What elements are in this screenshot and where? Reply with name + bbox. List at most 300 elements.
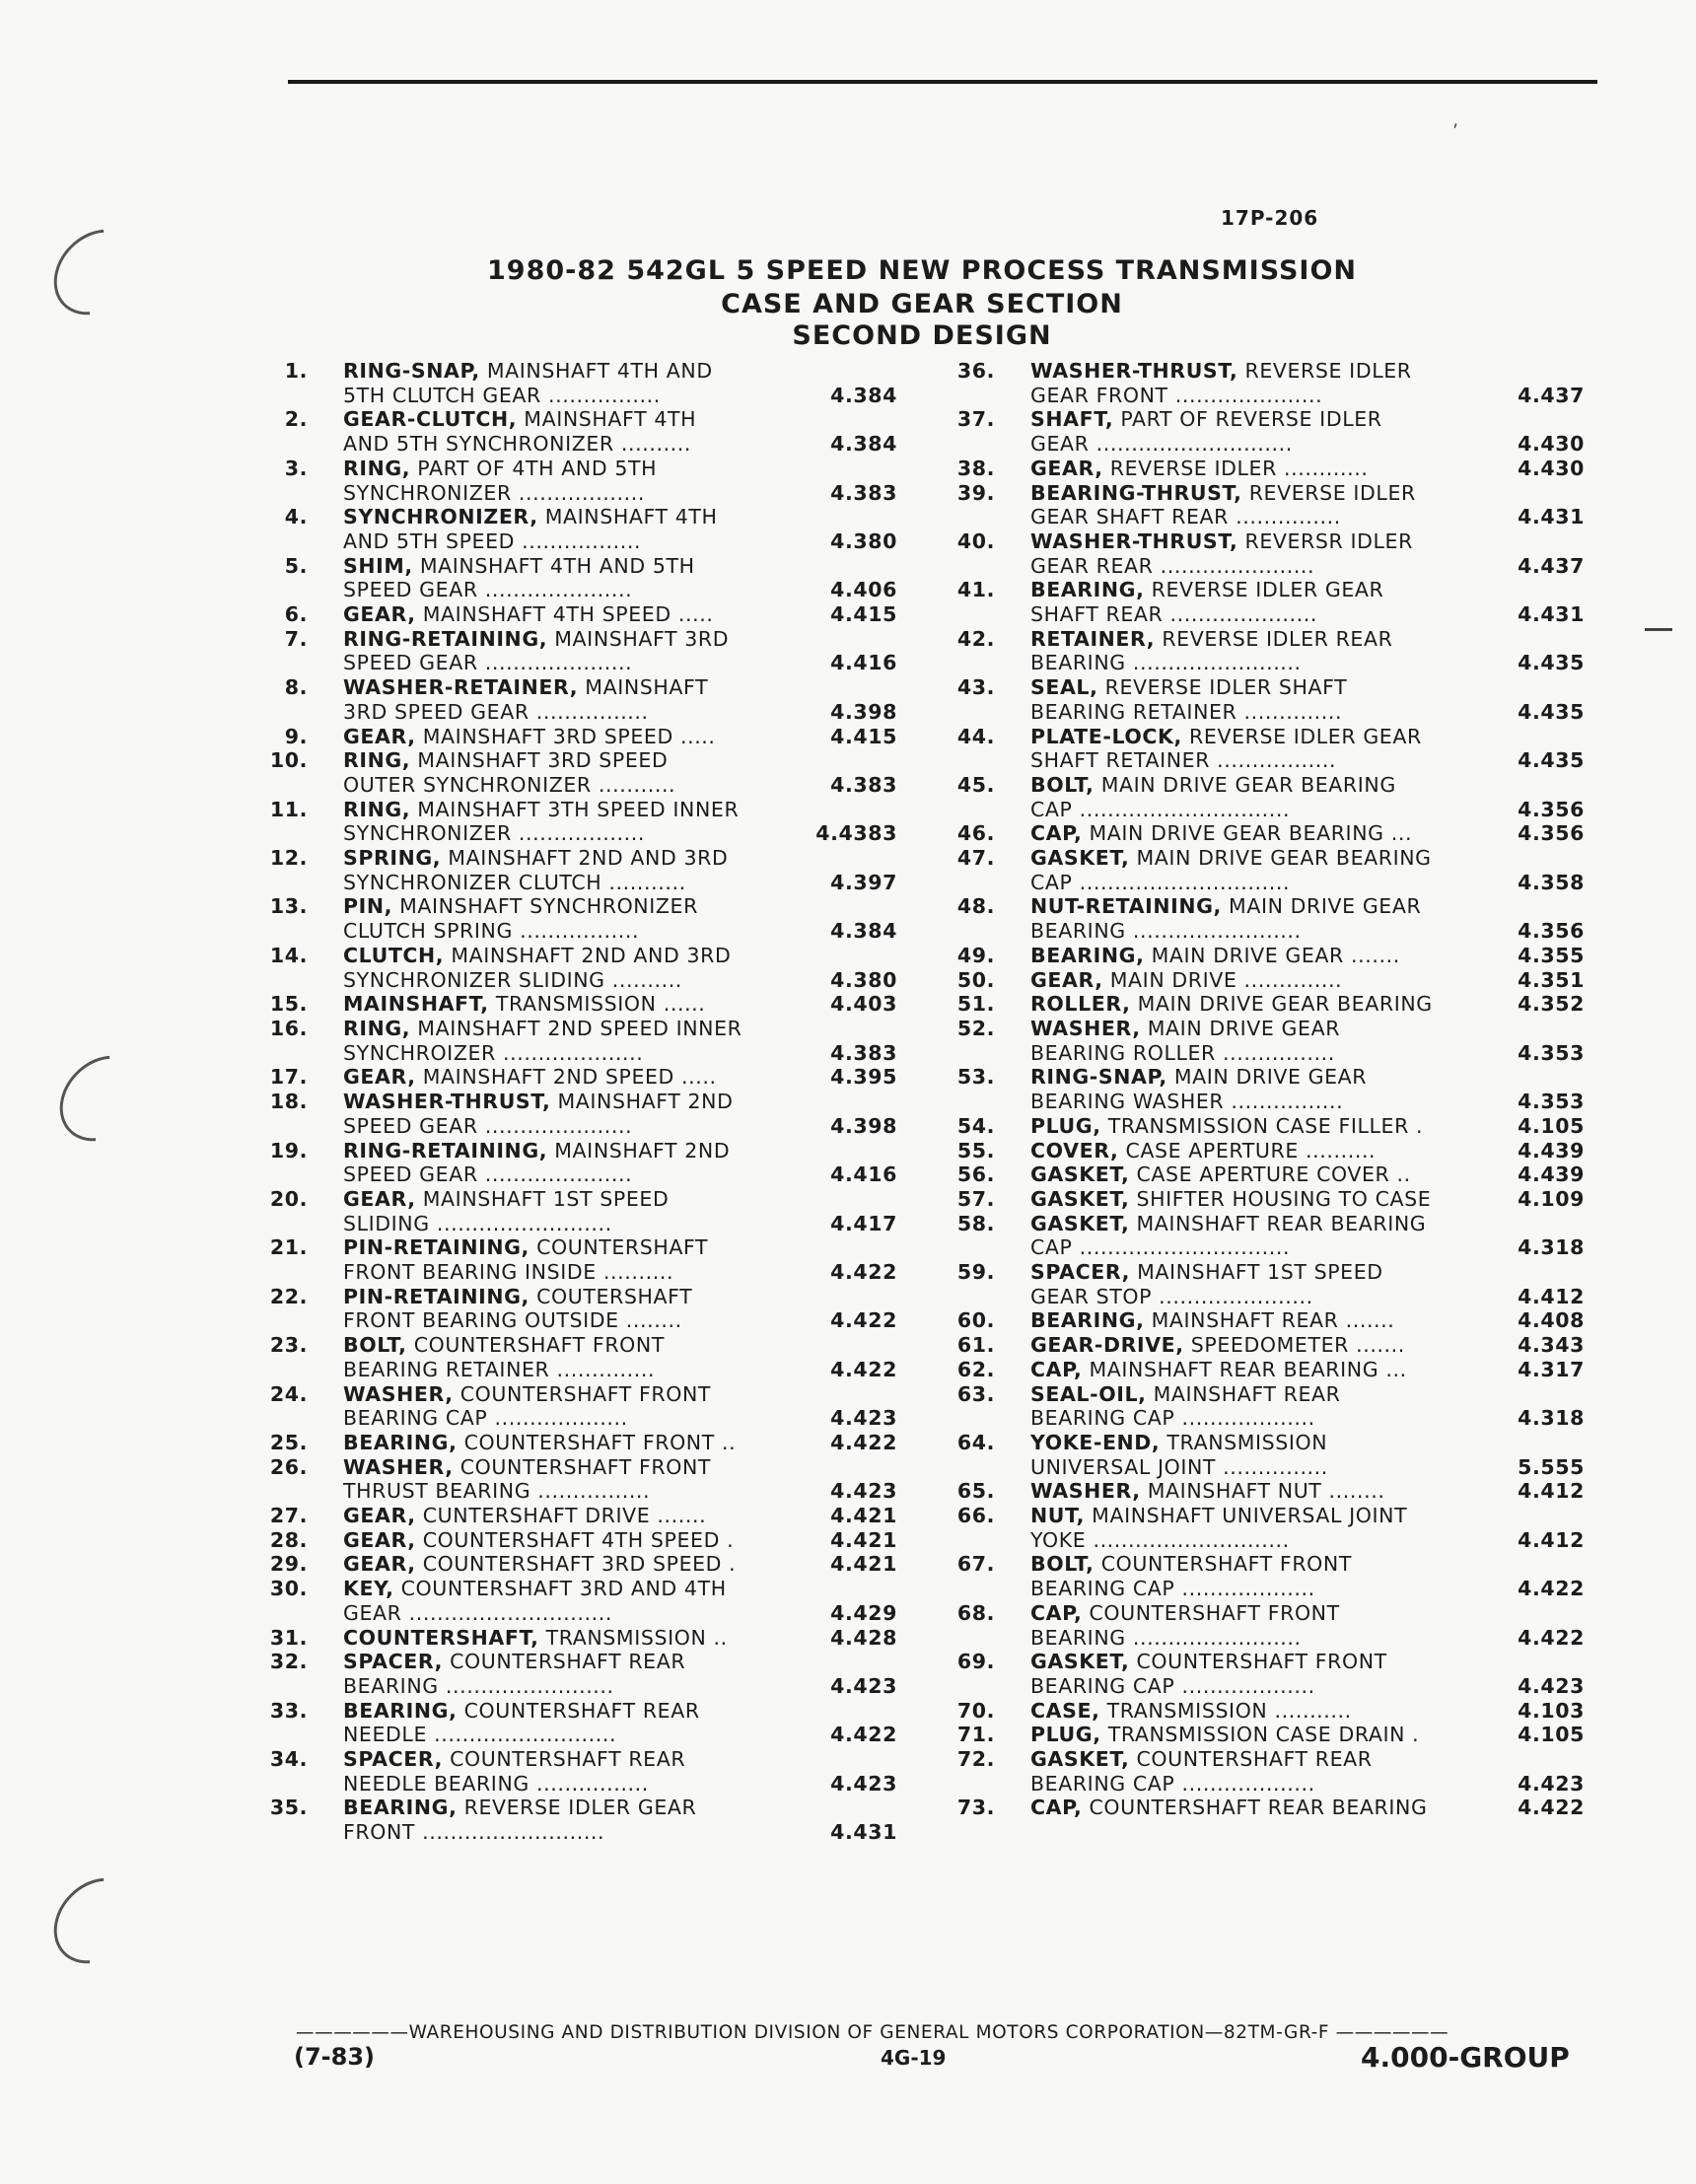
item-part-name: SHIM,: [343, 553, 413, 578]
item-part-name: GASKET,: [1030, 1650, 1130, 1674]
parts-list-item: [954, 846, 1585, 894]
item-number: 30.: [269, 1577, 308, 1601]
item-line-2: GEAR FRONT .....................: [1030, 383, 1323, 407]
item-line-2: BEARING RETAINER ..............: [1030, 699, 1343, 724]
parts-list-item: [954, 821, 1585, 846]
item-line-1: [1030, 725, 1454, 749]
item-description: [343, 1528, 767, 1553]
item-part-name: WASHER,: [343, 1381, 454, 1406]
item-line-1: [343, 1090, 767, 1114]
item-number: 37.: [956, 407, 995, 432]
item-line-1: [1030, 1479, 1454, 1504]
parts-list-item: [954, 725, 1585, 773]
item-description: [1030, 457, 1454, 481]
parts-list-item: [266, 1382, 897, 1431]
parts-list-item: [954, 1504, 1585, 1552]
item-description: [343, 846, 767, 894]
item-description: [343, 407, 767, 456]
item-description: [343, 1552, 767, 1577]
item-description: [343, 1504, 767, 1528]
parts-list-item: [266, 1017, 897, 1065]
parts-list-item: [266, 627, 897, 675]
item-description: [1030, 1723, 1454, 1747]
item-part-name: PIN-RETAINING,: [343, 1235, 530, 1260]
item-reference: 4.422: [830, 1357, 897, 1381]
item-description: [1030, 578, 1454, 626]
item-part-name: RING-SNAP,: [343, 359, 480, 383]
parts-list-item: [954, 627, 1585, 675]
item-line-2: SPEED GEAR .....................: [343, 578, 633, 602]
item-line-1: [1030, 894, 1454, 919]
item-reference: 4.352: [1518, 992, 1585, 1017]
item-detail: MAINSHAFT 1ST SPEED: [415, 1186, 670, 1211]
item-line-1: [343, 992, 767, 1017]
item-detail: SPEEDOMETER .......: [1183, 1333, 1405, 1358]
parts-list-item: [954, 1479, 1585, 1504]
item-reference: 4.431: [1518, 505, 1585, 529]
item-description: [343, 1626, 767, 1651]
item-number: 28.: [269, 1527, 308, 1552]
item-detail: MAINSHAFT 4TH SPEED .....: [415, 602, 714, 627]
parts-list-item: [954, 1187, 1585, 1212]
item-line-2: SYNCHRONIZER ..................: [343, 821, 646, 846]
item-reference: 4.353: [1518, 1040, 1585, 1065]
item-number: 51.: [956, 992, 995, 1017]
item-description: [343, 1090, 767, 1138]
parts-list-item: [266, 1235, 897, 1284]
item-reference: 4.422: [830, 1723, 897, 1747]
item-reference: 4.422: [830, 1260, 897, 1285]
parts-list-item: [954, 1699, 1585, 1724]
parts-list-item: [954, 1382, 1585, 1431]
item-description: [1030, 1479, 1454, 1504]
item-part-name: NUT-RETAINING,: [1030, 894, 1222, 919]
item-description: [1030, 894, 1454, 943]
item-number: 38.: [956, 456, 995, 480]
item-reference: 4.430: [1518, 456, 1585, 480]
item-number: 63.: [956, 1381, 995, 1406]
item-line-1: [1030, 675, 1454, 700]
item-line-1: [343, 1577, 767, 1601]
item-description: [343, 359, 767, 407]
parts-list-item: [954, 359, 1585, 407]
parts-list-item: [266, 1090, 897, 1138]
item-detail: MAINSHAFT 2ND AND 3RD: [444, 943, 732, 967]
item-number: 9.: [284, 724, 308, 748]
item-line-1: [1030, 1162, 1454, 1187]
parts-list-item: [266, 1577, 897, 1625]
item-number: 58.: [956, 1211, 995, 1235]
item-line-1: [343, 1528, 767, 1553]
item-line-2: BEARING CAP ...................: [1030, 1771, 1315, 1796]
item-number: 44.: [956, 724, 995, 748]
item-description: [1030, 1333, 1454, 1358]
item-detail: MAIN DRIVE GEAR: [1166, 1065, 1368, 1090]
item-part-name: YOKE-END,: [1030, 1430, 1161, 1454]
item-reference: 4.422: [1518, 1625, 1585, 1650]
item-line-1: [343, 602, 767, 627]
item-number: 15.: [269, 992, 308, 1017]
item-detail: MAINSHAFT NUT ........: [1140, 1479, 1385, 1504]
item-part-name: GEAR,: [1030, 967, 1103, 992]
item-detail: MAINSHAFT 2ND: [550, 1090, 734, 1114]
item-detail: TRANSMISSION CASE FILLER .: [1100, 1113, 1424, 1138]
parts-list-item: [954, 944, 1585, 968]
item-detail: COUNTERSHAFT FRONT: [406, 1333, 665, 1358]
item-description: [343, 1382, 767, 1431]
item-reference: 4.437: [1518, 383, 1585, 407]
item-description: [1030, 1114, 1454, 1139]
item-detail: MAINSHAFT UNIVERSAL JOINT: [1085, 1504, 1408, 1528]
item-number: 54.: [956, 1113, 995, 1138]
item-line-1: [343, 798, 767, 822]
item-number: 68.: [956, 1600, 995, 1625]
item-part-name: PIN,: [343, 894, 392, 919]
item-description: [343, 554, 767, 602]
item-line-1: [1030, 821, 1454, 846]
item-description: [1030, 1308, 1454, 1333]
item-line-1: [1030, 968, 1454, 993]
item-description: [343, 1235, 767, 1284]
item-line-1: [343, 846, 767, 871]
item-line-2: BEARING RETAINER ..............: [343, 1357, 656, 1381]
item-reference: 4.430: [1518, 432, 1585, 457]
item-line-1: [1030, 1699, 1454, 1724]
item-number: 23.: [269, 1333, 308, 1358]
item-part-name: CAP,: [1030, 1357, 1083, 1381]
item-line-1: [343, 1650, 767, 1674]
item-part-name: GASKET,: [1030, 1747, 1130, 1772]
item-line-1: [1030, 578, 1454, 602]
item-part-name: ROLLER,: [1030, 992, 1131, 1017]
item-description: [1030, 846, 1454, 894]
item-description: [1030, 529, 1454, 578]
item-number: 34.: [269, 1747, 308, 1772]
item-number: 36.: [956, 359, 995, 383]
item-line-1: [343, 1699, 767, 1724]
parts-list-item: [954, 1601, 1585, 1650]
item-line-2: BEARING CAP ...................: [343, 1406, 628, 1431]
item-description: [1030, 1187, 1454, 1212]
item-description: [1030, 1650, 1454, 1698]
parts-list-item: [954, 773, 1585, 821]
parts-list-item: [954, 1358, 1585, 1382]
item-line-2: BEARING CAP ...................: [1030, 1673, 1315, 1698]
item-number: 25.: [269, 1430, 308, 1454]
item-part-name: GEAR,: [343, 1065, 416, 1090]
item-reference: 4.380: [830, 967, 897, 992]
item-detail: COUNTERSHAFT: [529, 1235, 709, 1260]
item-reference: 4.356: [1518, 919, 1585, 944]
item-reference: 4.423: [1518, 1673, 1585, 1698]
item-line-1: [1030, 1431, 1454, 1455]
item-detail: MAINSHAFT 4TH: [537, 505, 718, 529]
item-detail: REVERSE IDLER GEAR: [1144, 578, 1384, 602]
item-line-2: BEARING CAP ...................: [1030, 1577, 1315, 1601]
item-part-name: COUNTERSHAFT,: [343, 1625, 539, 1650]
item-part-name: SEAL-OIL,: [1030, 1381, 1147, 1406]
item-detail: MAINSHAFT 3RD SPEED .....: [415, 724, 716, 748]
item-line-2: FRONT ..........................: [343, 1820, 605, 1845]
item-part-name: SPACER,: [343, 1747, 443, 1772]
item-reference: 4.403: [830, 992, 897, 1017]
item-line-2: SYNCHRONIZER ..................: [343, 480, 646, 505]
item-reference: 4.355: [1518, 943, 1585, 967]
parts-list-item: [266, 602, 897, 627]
item-reference: 4.415: [830, 602, 897, 627]
item-line-2: NEEDLE ..........................: [343, 1723, 617, 1747]
item-reference: 4.422: [1518, 1796, 1585, 1820]
item-detail: COUNTERSHAFT 4TH SPEED .: [415, 1527, 735, 1552]
item-number: 56.: [956, 1162, 995, 1187]
item-line-1: [343, 725, 767, 749]
item-number: 72.: [956, 1747, 995, 1772]
item-line-1: [343, 1455, 767, 1480]
item-detail: MAIN DRIVE ..............: [1102, 967, 1343, 992]
edge-mark: [1645, 628, 1672, 631]
scan-mark: ⸴: [1453, 112, 1458, 133]
item-description: [1030, 1747, 1454, 1796]
item-part-name: CLUTCH,: [343, 943, 445, 967]
item-number: 46.: [956, 821, 995, 846]
binder-hole-middle: [42, 1038, 163, 1159]
item-reference: 4.423: [830, 1673, 897, 1698]
parts-list-item: [266, 1139, 897, 1187]
parts-list-item: [266, 725, 897, 749]
item-number: 11.: [269, 797, 308, 821]
item-description: [1030, 675, 1454, 724]
item-line-1: [1030, 1139, 1454, 1163]
item-part-name: PLUG,: [1030, 1723, 1101, 1747]
item-reference: 4.356: [1518, 821, 1585, 846]
item-part-name: CAP,: [1030, 1796, 1083, 1820]
item-description: [1030, 359, 1454, 407]
item-part-name: PIN-RETAINING,: [343, 1284, 530, 1308]
item-description: [343, 1187, 767, 1235]
item-number: 4.: [284, 505, 308, 529]
item-number: 57.: [956, 1186, 995, 1211]
item-description: [1030, 1260, 1454, 1308]
item-reference: 4.398: [830, 699, 897, 724]
item-part-name: BEARING,: [343, 1430, 458, 1454]
item-number: 59.: [956, 1260, 995, 1285]
item-description: [343, 725, 767, 749]
item-description: [1030, 481, 1454, 529]
item-line-1: [1030, 1017, 1454, 1041]
item-reference: 4.4383: [815, 821, 897, 846]
item-line-1: [1030, 773, 1454, 798]
item-detail: COUNTERSHAFT 3RD SPEED .: [415, 1552, 737, 1577]
item-line-1: [343, 407, 767, 432]
parts-list-item: [954, 1333, 1585, 1358]
item-detail: MAIN DRIVE GEAR BEARING: [1130, 992, 1433, 1017]
item-line-2: GEAR REAR ......................: [1030, 553, 1315, 578]
item-number: 49.: [956, 943, 995, 967]
item-reference: 4.398: [830, 1113, 897, 1138]
item-line-2: 3RD SPEED GEAR ................: [343, 699, 649, 724]
item-line-2: CAP ..............................: [1030, 797, 1291, 821]
item-line-1: [343, 1139, 767, 1163]
item-detail: COUNTERSHAFT REAR: [442, 1747, 686, 1772]
item-number: 47.: [956, 846, 995, 871]
item-description: [1030, 773, 1454, 821]
footer-date: (7-83): [294, 2043, 375, 2071]
item-description: [343, 1796, 767, 1844]
item-reference: 4.105: [1518, 1723, 1585, 1747]
item-number: 18.: [269, 1090, 308, 1114]
item-line-2: SYNCHROIZER ....................: [343, 1040, 644, 1065]
item-line-2: CAP ..............................: [1030, 1235, 1291, 1260]
item-part-name: CAP,: [1030, 821, 1083, 846]
item-part-name: WASHER-THRUST,: [1030, 359, 1238, 383]
item-description: [1030, 1065, 1454, 1113]
item-reference: 4.395: [830, 1065, 897, 1090]
item-line-1: [1030, 1212, 1454, 1236]
item-reference: 4.421: [830, 1504, 897, 1528]
page-title: 1980-82 542GL 5 SPEED NEW PROCESS TRANSMISSION: [487, 255, 1357, 286]
item-line-1: [343, 1747, 767, 1772]
item-detail: REVERSE IDLER: [1241, 480, 1416, 505]
item-detail: CASE APERTURE ..........: [1118, 1138, 1377, 1162]
item-part-name: BEARING,: [343, 1698, 458, 1723]
item-description: [1030, 1139, 1454, 1163]
item-detail: MAINSHAFT 2ND SPEED INNER: [410, 1016, 742, 1040]
item-part-name: BOLT,: [1030, 1552, 1095, 1577]
item-detail: REVERSE IDLER SHAFT: [1097, 675, 1348, 700]
parts-list-item: [954, 1552, 1585, 1600]
item-detail: MAINSHAFT 2ND SPEED .....: [415, 1065, 717, 1090]
item-line-2: GEAR STOP ......................: [1030, 1284, 1313, 1308]
item-part-name: WASHER-THRUST,: [1030, 528, 1238, 553]
item-number: 67.: [956, 1552, 995, 1577]
item-number: 27.: [269, 1504, 308, 1528]
item-part-name: GEAR,: [343, 1186, 416, 1211]
item-number: 43.: [956, 675, 995, 700]
parts-list-item: [954, 1723, 1585, 1747]
item-description: [1030, 968, 1454, 993]
item-detail: MAIN DRIVE GEAR BEARING ...: [1082, 821, 1413, 846]
item-description: [1030, 992, 1454, 1017]
parts-list-item: [266, 1333, 897, 1381]
item-part-name: CASE,: [1030, 1698, 1100, 1723]
item-detail: TRANSMISSION: [1160, 1430, 1328, 1454]
item-part-name: CAP,: [1030, 1600, 1083, 1625]
item-number: 26.: [269, 1454, 308, 1479]
item-line-2: GEAR SHAFT REAR ...............: [1030, 505, 1341, 529]
item-line-1: [1030, 407, 1454, 432]
item-detail: PART OF REVERSE IDLER: [1113, 407, 1382, 432]
item-detail: MAINSHAFT 4TH AND 5TH: [412, 553, 695, 578]
item-detail: PART OF 4TH AND 5TH: [410, 456, 658, 480]
item-part-name: COVER,: [1030, 1138, 1119, 1162]
item-detail: TRANSMISSION CASE DRAIN .: [1100, 1723, 1420, 1747]
item-number: 73.: [956, 1796, 995, 1820]
item-detail: MAINSHAFT SYNCHRONIZER: [392, 894, 698, 919]
item-reference: 4.423: [830, 1406, 897, 1431]
item-part-name: RETAINER,: [1030, 626, 1156, 651]
item-line-1: [343, 748, 767, 773]
item-description: [343, 627, 767, 675]
item-number: 14.: [269, 943, 308, 967]
item-line-1: [1030, 1601, 1454, 1626]
item-reference: 4.423: [1518, 1771, 1585, 1796]
item-part-name: GASKET,: [1030, 1211, 1130, 1235]
item-reference: 4.318: [1518, 1235, 1585, 1260]
parts-list-item: [266, 1699, 897, 1747]
item-line-2: SYNCHRONIZER SLIDING ..........: [343, 967, 682, 992]
item-number: 40.: [956, 528, 995, 553]
item-line-1: [343, 554, 767, 579]
item-line-1: [343, 944, 767, 968]
item-part-name: SYNCHRONIZER,: [343, 505, 538, 529]
item-number: 53.: [956, 1065, 995, 1090]
item-description: [1030, 725, 1454, 773]
item-line-1: [1030, 1308, 1454, 1333]
item-detail: TRANSMISSION ..: [538, 1625, 728, 1650]
item-reference: 4.103: [1518, 1698, 1585, 1723]
item-detail: MAIN DRIVE GEAR BEARING: [1129, 846, 1432, 871]
item-part-name: WASHER,: [1030, 1479, 1141, 1504]
item-part-name: WASHER-RETAINER,: [343, 675, 579, 700]
item-description: [343, 944, 767, 992]
item-detail: MAINSHAFT REAR BEARING ...: [1082, 1357, 1407, 1381]
item-part-name: BEARING,: [1030, 943, 1145, 967]
item-part-name: PLATE-LOCK,: [1030, 724, 1182, 748]
item-reference: 4.416: [830, 651, 897, 675]
parts-list-item: [954, 578, 1585, 626]
item-reference: 4.428: [830, 1625, 897, 1650]
item-line-1: [1030, 457, 1454, 481]
item-reference: 4.431: [1518, 602, 1585, 627]
item-part-name: BEARING-THRUST,: [1030, 480, 1242, 505]
parts-list-item: [954, 1017, 1585, 1065]
parts-list-item: [954, 1796, 1585, 1820]
item-line-1: [343, 505, 767, 529]
item-detail: COUNTERSHAFT FRONT: [1094, 1552, 1352, 1577]
item-reference: 4.421: [830, 1552, 897, 1577]
item-reference: 4.435: [1518, 748, 1585, 773]
item-line-1: [1030, 1650, 1454, 1674]
item-description: [343, 748, 767, 797]
item-reference: 4.435: [1518, 651, 1585, 675]
parts-list-item: [954, 481, 1585, 529]
item-number: 60.: [956, 1308, 995, 1333]
item-line-2: SLIDING .........................: [343, 1211, 612, 1235]
item-number: 10.: [269, 748, 308, 773]
parts-list-item: [954, 894, 1585, 943]
item-line-2: THRUST BEARING ................: [343, 1479, 651, 1504]
item-part-name: BEARING,: [1030, 578, 1145, 602]
item-description: [343, 1431, 767, 1455]
item-reference: 4.356: [1518, 797, 1585, 821]
item-line-2: GEAR ............................: [1030, 432, 1293, 457]
item-line-2: CAP ..............................: [1030, 870, 1291, 894]
item-part-name: GEAR,: [343, 1527, 416, 1552]
item-detail: COUNTERSHAFT REAR: [442, 1650, 686, 1674]
item-description: [343, 1285, 767, 1333]
item-number: 32.: [269, 1650, 308, 1674]
parts-list-item: [954, 1114, 1585, 1139]
item-number: 8.: [284, 675, 308, 700]
item-line-2: SHAFT RETAINER .................: [1030, 748, 1337, 773]
item-detail: CUNTERSHAFT DRIVE .......: [415, 1504, 707, 1528]
item-number: 7.: [284, 626, 308, 651]
item-description: [1030, 1382, 1454, 1431]
item-part-name: SPACER,: [1030, 1260, 1130, 1285]
item-part-name: SPACER,: [343, 1650, 443, 1674]
item-part-name: RING-RETAINING,: [343, 626, 548, 651]
document-code: 17P-206: [1221, 206, 1319, 230]
